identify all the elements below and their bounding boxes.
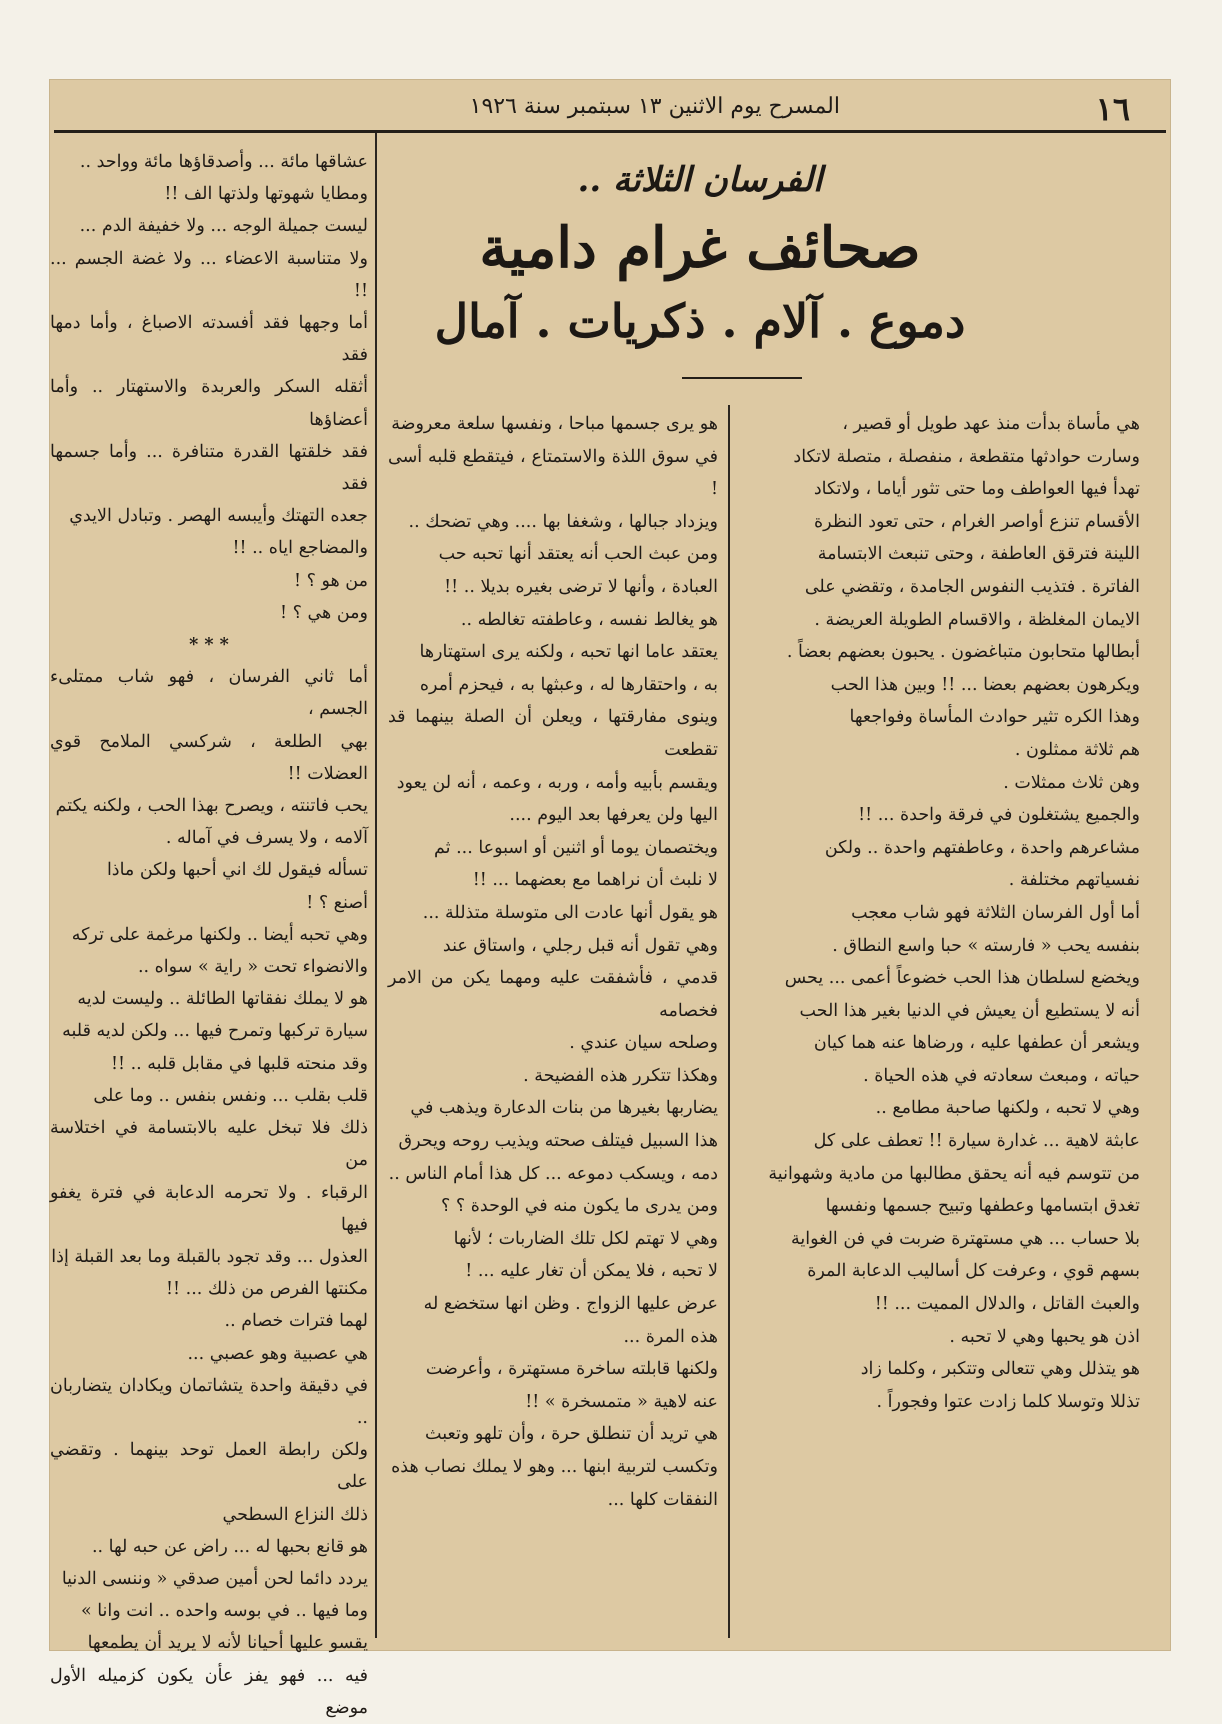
- text-line: وسارت حوادثها متقطعة ، منفصلة ، متصلة لاتكاد: [793, 446, 1140, 467]
- text-line: بهي الطلعة ، شركسي الملامح قوي العضلات !!: [50, 731, 368, 784]
- text-line: الايمان المغلظة ، والاقسام الطويلة العريضة .: [814, 609, 1140, 630]
- text-line: أصنع ؟ !: [306, 892, 368, 913]
- text-line: فيه ... فهو يفز عأن يكون كزميله الأول موضع: [50, 1665, 368, 1718]
- text-line: والمضاجع اياه .. !!: [232, 538, 368, 559]
- text-line: عرض عليها الزواج . وظن انها ستخضع له: [423, 1294, 718, 1315]
- text-line: قلب بقلب ... ونفس بنفس .. وما على: [93, 1085, 368, 1106]
- text-line: جعده التهتك وأيبسه الهصر . وتبادل الايدي: [69, 506, 368, 527]
- text-line: في سوق اللذة والاستمتاع ، فيتقطع قلبه أسى !: [388, 446, 718, 500]
- text-line: الرقباء . ولا تحرمه الدعابة في فترة يغفو فيها: [50, 1182, 368, 1235]
- text-line: عنه لاهية « متمسخرة » !!: [525, 1391, 718, 1412]
- text-line: * * *: [189, 635, 229, 656]
- text-line: أما أول الفرسان الثلاثة فهو شاب معجب: [851, 902, 1140, 923]
- page-header: [50, 88, 1170, 130]
- text-line: مشاعرهم واحدة ، وعاطفتهم واحدة .. ولكن: [824, 837, 1140, 858]
- page-number: ١٦: [1095, 90, 1130, 128]
- text-line: ويزداد جبالها ، وشغفا بها .... وهي تضحك ..: [408, 511, 718, 532]
- text-line: به ، واحتقارها له ، وعبثها به ، فيحزم أمره: [419, 674, 718, 695]
- article-headline: صحائف غرام دامية: [479, 215, 921, 281]
- text-line: هو قانع بحبها له ... راض عن حبه لها ..: [91, 1536, 368, 1557]
- text-line: وهن ثلاث ممثلات .: [1003, 772, 1140, 793]
- text-line: ولا متناسبة الاعضاء ... ولا غضة الجسم ... !!: [50, 248, 368, 301]
- text-line: ويختصمان يوما أو اثنين أو اسبوعا ... ثم: [434, 837, 718, 858]
- text-line: يضاربها بغيرها من بنات الدعارة ويذهب في: [410, 1098, 718, 1119]
- text-line: وهذا الكره تثير حوادث المأساة وفواجعها: [849, 707, 1140, 728]
- text-line: هذا السبيل فيتلف صحته ويذيب روحه ويحرق: [398, 1131, 718, 1152]
- text-line: ويشعر أن عطفها عليه ، ورضاها عنه هما كيان: [813, 1033, 1140, 1054]
- text-line: وصلحه سيان عندي .: [569, 1033, 718, 1054]
- text-line: اللينة فترقق العاطفة ، وحتى تنبعث الابتسامة: [817, 544, 1140, 565]
- masthead-line: المسرح يوم الاثنين ١٣ سبتمبر سنة ١٩٢٦: [469, 94, 840, 119]
- text-line: هو لا يملك نفقاتها الطائلة .. وليست لديه: [77, 989, 368, 1010]
- text-line: اذن هو يحبها وهي لا تحبه .: [949, 1326, 1140, 1347]
- column-divider-right: [728, 405, 730, 1638]
- text-line: هو يرى جسمها مباحا ، ونفسها سلعة معروضة: [391, 414, 718, 434]
- text-line: ومن عبث الحب أنه يعتقد أنها تحبه حب: [438, 544, 718, 565]
- text-line: عابثة لاهية ... غدارة سيارة !! تعطف على كل: [813, 1131, 1140, 1152]
- text-line: ومطايا شهوتها ولذتها الف !!: [164, 184, 368, 205]
- text-line: بلا حساب ... هي مستهترة ضربت في فن الغواية: [791, 1228, 1140, 1249]
- text-line: تسأله فيقول لك اني أحبها ولكن ماذا: [106, 860, 368, 881]
- article-title-block: [410, 160, 990, 356]
- text-line: العذول ... وقد تجود بالقبلة وما بعد القبلة إذا: [51, 1246, 368, 1267]
- title-rule: [682, 377, 802, 379]
- text-line: هي تريد أن تنطلق حرة ، وأن تلهو وتعبث: [425, 1424, 718, 1445]
- text-line: وهي تقول أنه قبل رجلي ، واستاق عند: [442, 935, 718, 956]
- text-line: ويقسم بأبيه وأمه ، وربه ، وعمه ، أنه لن يعود: [396, 772, 718, 793]
- text-line: سيارة تركبها وتمرح فيها ... ولكن لديه قلبه: [62, 1021, 368, 1042]
- header-rule: [54, 130, 1166, 133]
- text-line: الأقسام تنزع أواصر الغرام ، حتى تعود النظرة: [814, 511, 1140, 532]
- text-line: لهما فترات خصام ..: [224, 1311, 368, 1332]
- text-line: آلامه ، ولا يسرف في آماله .: [165, 828, 368, 849]
- text-line: تذللا وتوسلا كلما زادت عتوا وفجوراً .: [876, 1391, 1140, 1412]
- text-line: دمه ، ويسكب دموعه ... كل هذا أمام الناس ..: [388, 1163, 718, 1184]
- text-line: وتكسب لتربية ابنها ... وهو لا يملك نصاب هذه: [391, 1457, 718, 1477]
- text-line: مكنتها الفرص من ذلك ... !!: [166, 1279, 368, 1300]
- text-line: قدمي ، فأشفقت عليه ومهما يكن من الامر فخصامه: [388, 968, 718, 1021]
- text-line: أما وجهها فقد أفسدته الاصباغ ، وأما دمها فقد: [50, 313, 368, 366]
- text-line: من تتوسم فيه أنه يحقق مطالبها من مادية وشهوانية: [768, 1163, 1140, 1184]
- newspaper-page: [50, 80, 1170, 1718]
- text-line: يقسو عليها أحيانا لأنه لا يريد أن يطمعها: [87, 1633, 368, 1654]
- text-line: ومن يدرى ما يكون منه في الوحدة ؟ ؟: [441, 1196, 718, 1217]
- text-line: في دقيقة واحدة يتشاتمان ويكادان يتضاربان ..: [50, 1375, 368, 1428]
- text-line: تغدق ابتسامها وعطفها وتبيح جسمها ونفسها: [825, 1196, 1140, 1217]
- text-line: وهي تحبه أيضا .. ولكنها مرغمة على تركه: [71, 924, 368, 945]
- text-line: وهكذا تتكرر هذه الفضيحة .: [523, 1065, 718, 1086]
- text-line: ليست جميلة الوجه ... ولا خفيفة الدم ...: [79, 216, 368, 237]
- middle-column: [388, 408, 718, 1516]
- text-line: بنفسه يحب « فارسته » حبا واسع النطاق .: [832, 935, 1140, 956]
- text-line: هو يغالط نفسه ، وعاطفته تغالطه ..: [460, 609, 718, 630]
- text-line: هم ثلاثة ممثلون .: [1014, 739, 1140, 760]
- text-line: النفقات كلها ...: [607, 1489, 718, 1510]
- text-line: لا نلبث أن نراهما مع بعضهما ... !!: [472, 870, 718, 891]
- text-line: أما ثاني الفرسان ، فهو شاب ممتلىء الجسم ،: [50, 667, 368, 720]
- text-line: أبطالها متحابون متباغضون . يحبون بعضهم بعضاً .: [786, 642, 1140, 663]
- text-line: حياته ، ومبعث سعادته في هذه الحياة .: [863, 1065, 1140, 1086]
- article-kicker: الفرسان الثلاثة ..: [577, 160, 823, 200]
- right-column: [740, 408, 1140, 1418]
- text-line: والجميع يشتغلون في فرقة واحدة ... !!: [858, 805, 1140, 826]
- text-line: وهي لا تهتم لكل تلك الضاربات ؛ لأنها: [453, 1228, 718, 1249]
- text-line: فقد خلقتها القدرة متنافرة ... وأما جسمها فقد: [50, 441, 368, 495]
- text-line: وهي لا تحبه ، ولكنها صاحبة مطامع ..: [875, 1098, 1140, 1119]
- text-line: اليها ولن يعرفها بعد اليوم ....: [509, 805, 718, 826]
- text-line: ولكن رابطة العمل توحد بينهما . وتقضي على: [50, 1440, 368, 1493]
- text-line: وما فيها .. في بوسه واحده .. انت وانا »: [80, 1601, 368, 1622]
- text-line: العبادة ، وأنها لا ترضى بغيره بديلا .. !!: [444, 576, 718, 597]
- text-line: وينوى مفارقتها ، ويعلن أن الصلة بينهما قد تقطعت: [388, 707, 718, 760]
- article-subhead: دموع . آلام . ذكريات . آمال: [434, 294, 966, 348]
- text-line: يحب فاتنته ، ويصرح بهذا الحب ، ولكنه يكتم: [55, 796, 368, 817]
- text-line: هي مأساة بدأت منذ عهد طويل أو قصير ،: [842, 414, 1140, 434]
- text-line: تهدأ فيها العواطف وما حتى تثور أياما ، ولاتكاد: [813, 479, 1140, 500]
- text-line: ذلك فلا تبخل عليه بالابتسامة في اختلاسة من: [50, 1118, 368, 1171]
- text-line: بسهم قوي ، وعرفت كل أساليب الدعابة المرة: [807, 1261, 1140, 1282]
- text-line: هو يقول أنها عادت الى متوسلة متذللة ...: [422, 902, 718, 923]
- text-line: والانضواء تحت « راية » سواه ..: [137, 957, 368, 978]
- text-line: أثقله السكر والعربدة والاستهتار .. وأما أعضاؤها: [50, 377, 368, 430]
- text-line: ولكنها قابلته ساخرة مستهترة ، وأعرضت: [425, 1359, 718, 1380]
- text-line: يعتقد عاما انها تحبه ، ولكنه يرى استهتارها: [419, 642, 718, 663]
- text-line: نفسياتهم مختلفة .: [1008, 870, 1140, 891]
- text-line: يردد دائما لحن أمين صدقي « وننسى الدنيا: [61, 1568, 368, 1589]
- text-line: الفاترة . فتذيب النفوس الجامدة ، وتقضي على: [804, 576, 1140, 597]
- text-line: والعبث القاتل ، والدلال المميت ... !!: [874, 1294, 1140, 1315]
- text-line: هي عصبية وهو عصبي ...: [187, 1343, 368, 1364]
- text-line: ويخضع لسلطان هذا الحب خضوعاً أعمى ... يحس: [784, 968, 1140, 989]
- text-line: ويكرهون بعضهم بعضا ... !! وبين هذا الحب: [830, 674, 1140, 695]
- column-divider-left: [375, 133, 377, 1638]
- text-line: أنه لا يستطيع أن يعيش في الدنيا بغير هذا الحب: [799, 1000, 1140, 1021]
- text-line: هذه المرة ...: [623, 1326, 718, 1347]
- text-line: من هو ؟ !: [294, 570, 368, 591]
- left-column: [50, 146, 368, 1724]
- text-line: ومن هي ؟ !: [280, 602, 368, 623]
- text-line: ذلك النزاع السطحي: [222, 1504, 368, 1525]
- text-line: لا تحبه ، فلا يمكن أن تغار عليه ... !: [465, 1261, 718, 1282]
- text-line: وقد منحته قلبها في مقابل قلبه .. !!: [110, 1053, 368, 1074]
- text-line: عشاقها مائة ... وأصدقاؤها مائة وواحد ..: [79, 152, 368, 172]
- text-line: هو يتذلل وهي تتعالى وتتكبر ، وكلما زاد: [860, 1359, 1140, 1380]
